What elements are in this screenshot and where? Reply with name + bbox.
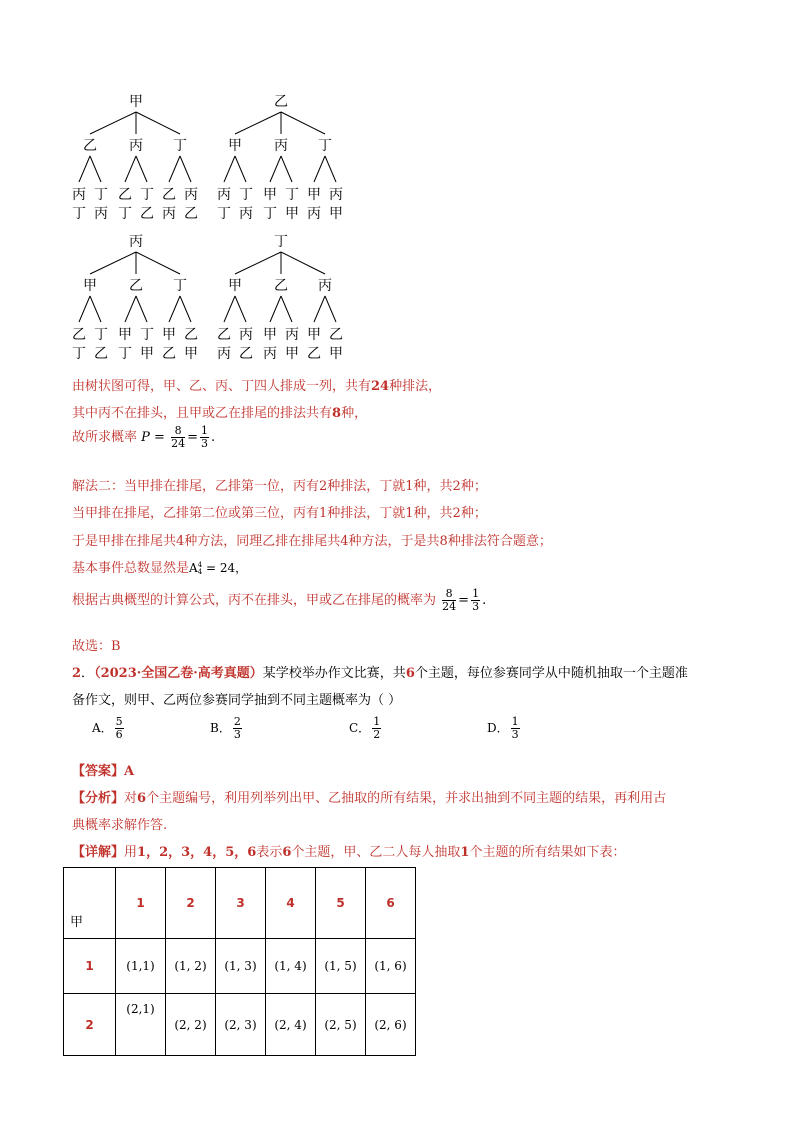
tree-node: 甲 — [83, 278, 97, 294]
table-cell: (1, 6) — [366, 939, 416, 994]
solution-line-7: 基本事件总数显然是A 4 4 = 24， — [72, 560, 248, 576]
tree-branch — [281, 112, 325, 134]
tree-node: 丙 — [129, 138, 143, 154]
tree-node: 丁 — [173, 138, 187, 154]
tree-leaf: 甲 — [263, 187, 277, 203]
tree-leaf: 丁 — [72, 346, 86, 362]
tree-branch — [90, 296, 101, 322]
table-header-row — [64, 868, 416, 939]
table-header: 6 — [366, 868, 416, 939]
tree-leaf: 丙 — [217, 346, 231, 362]
tree-branch — [270, 156, 281, 182]
tree-root: 乙 — [274, 94, 288, 110]
answer-line: 【答案】A — [72, 764, 135, 779]
tree-leaf: 甲 — [118, 327, 132, 343]
tree-root: 丁 — [274, 234, 288, 250]
tree-branch — [79, 296, 90, 322]
tree-diagram — [217, 90, 357, 225]
tree-branch — [169, 156, 180, 182]
tree-branch — [235, 252, 281, 274]
table-cell: (1,1) — [116, 939, 166, 994]
table-cell: (1, 4) — [266, 939, 316, 994]
tree-node: 丙 — [274, 138, 288, 154]
tree-branch — [325, 296, 336, 322]
tree-branch — [180, 296, 191, 322]
table-header: 2 — [166, 868, 216, 939]
table-row — [64, 994, 416, 1056]
table-cell: (2,1) — [116, 994, 166, 1056]
tree-leaf: 丁 — [239, 187, 253, 203]
table-header: 1 — [116, 868, 166, 939]
option-a[interactable]: A． $\frac{5}{6}$ — [92, 715, 123, 741]
table-cell: (1, 2) — [166, 939, 216, 994]
tree-leaf: 丙 — [94, 206, 108, 222]
tree-leaf: 丁 — [140, 187, 154, 203]
tree-branch — [281, 252, 325, 274]
tree-leaf: 丁 — [285, 187, 299, 203]
solution-line-2: 其中丙不在排头，且甲或乙在排尾的排法共有8种， — [72, 406, 368, 421]
tree-leaf: 乙 — [239, 346, 253, 362]
tree-node: 乙 — [274, 278, 288, 294]
tree-leaf: 甲 — [162, 327, 176, 343]
tree-branch — [90, 156, 101, 182]
tree-branch — [169, 296, 180, 322]
tree-diagram — [217, 230, 357, 365]
table-cell: (2, 5) — [316, 994, 366, 1056]
tree-leaf: 乙 — [162, 187, 176, 203]
tree-leaf: 丙 — [239, 327, 253, 343]
tree-node: 乙 — [83, 138, 97, 154]
tree-leaf: 甲 — [329, 346, 343, 362]
question2-line-2: 备作文，则甲、乙两位参赛同学抽到不同主题概率为（ ） — [72, 693, 402, 708]
tree-leaf: 乙 — [118, 187, 132, 203]
tree-leaf: 甲 — [263, 327, 277, 343]
tree-leaf: 丙 — [329, 187, 343, 203]
tree-leaf: 丙 — [184, 187, 198, 203]
tree-branch — [235, 156, 246, 182]
table-cell: (2, 3) — [216, 994, 266, 1056]
tree-node: 丁 — [173, 278, 187, 294]
tree-leaf: 丁 — [140, 327, 154, 343]
solution-line-4: 解法二：当甲排在排尾，乙排第一位，丙有2种排法，丁就1种，共2种； — [72, 479, 487, 494]
option-b[interactable]: B． $\frac{2}{3}$ — [210, 715, 241, 741]
table-header: 3 — [216, 868, 266, 939]
table-cell: (2, 4) — [266, 994, 316, 1056]
tree-branch — [224, 156, 235, 182]
table-row — [64, 939, 416, 994]
tree-leaf: 乙 — [94, 346, 108, 362]
question2-line-1: 2．（2023·全国乙卷·高考真题）某学校举办作文比赛，共6个主题，每位参赛同学从中随机抽取一个主题准 — [72, 666, 688, 681]
tree-leaf: 甲 — [307, 187, 321, 203]
table-header: 5 — [316, 868, 366, 939]
row-label: 1 — [64, 939, 116, 994]
tree-branch — [136, 156, 147, 182]
tree-branch — [270, 296, 281, 322]
tree-leaf: 丁 — [263, 206, 277, 222]
tree-root: 甲 — [129, 94, 143, 110]
analysis-line-1: 【分析】对6个主题编号，利用列举列出甲、乙抽取的所有结果，并求出抽到不同主题的结果，再利用古 — [72, 791, 667, 806]
tree-leaf: 乙 — [217, 327, 231, 343]
tree-leaf: 丁 — [72, 206, 86, 222]
tree-leaf: 甲 — [307, 327, 321, 343]
option-d[interactable]: D． $\frac{1}{3}$ — [487, 715, 519, 741]
tree-branch — [314, 156, 325, 182]
tree-leaf: 甲 — [140, 346, 154, 362]
tree-branch — [325, 156, 336, 182]
tree-node: 乙 — [129, 278, 143, 294]
tree-branch — [281, 156, 292, 182]
table-cell: (2, 2) — [166, 994, 216, 1056]
tree-branch — [90, 252, 136, 274]
tree-node: 丁 — [318, 138, 332, 154]
tree-leaf: 乙 — [329, 327, 343, 343]
solution-line-1: 由树状图可得，甲、乙、丙、丁四人排成一列，共有24种排法， — [72, 379, 442, 394]
tree-leaf: 丙 — [162, 206, 176, 222]
tree-leaf: 丙 — [263, 346, 277, 362]
analysis-line-2: 典概率求解作答. — [72, 818, 168, 833]
tree-branch — [136, 252, 180, 274]
table-header: 4 — [266, 868, 316, 939]
tree-leaf: 丁 — [94, 327, 108, 343]
solution-line-6: 于是甲排在排尾共4种方法，同理乙排在排尾共4种方法，于是共8种排法符合题意； — [72, 534, 552, 549]
tree-leaf: 丙 — [217, 187, 231, 203]
tree-leaf: 丙 — [307, 206, 321, 222]
tree-leaf: 丙 — [285, 327, 299, 343]
solution-line-5: 当甲排在排尾，乙排第二位或第三位，丙有1种排法，丁就1种，共2种； — [72, 506, 487, 521]
tree-branch — [136, 112, 180, 134]
tree-node: 甲 — [228, 278, 242, 294]
tree-branch — [79, 156, 90, 182]
tree-branch — [235, 296, 246, 322]
option-c[interactable]: C． $\frac{1}{2}$ — [349, 715, 381, 741]
tree-diagram — [72, 90, 212, 225]
solution-line-3: 故所求概率 P = $\frac{8}{24}$ = $\frac{1}{3}$ . — [72, 424, 216, 450]
tree-branch — [136, 296, 147, 322]
tree-node: 丙 — [318, 278, 332, 294]
table-cell: (1, 3) — [216, 939, 266, 994]
row-label: 2 — [64, 994, 116, 1056]
results-table — [63, 867, 416, 1056]
tree-leaf: 乙 — [162, 346, 176, 362]
tree-leaf: 乙 — [72, 327, 86, 343]
tree-branch — [224, 296, 235, 322]
tree-leaf: 乙 — [307, 346, 321, 362]
tree-leaf: 丁 — [118, 346, 132, 362]
tree-leaf: 甲 — [285, 206, 299, 222]
tree-leaf: 乙 — [140, 206, 154, 222]
tree-leaf: 甲 — [329, 206, 343, 222]
table-cell: (2, 6) — [366, 994, 416, 1056]
tree-leaf: 丙 — [72, 187, 86, 203]
tree-branch — [125, 156, 136, 182]
tree-branch — [180, 156, 191, 182]
tree-branch — [281, 296, 292, 322]
tree-node: 甲 — [228, 138, 242, 154]
tree-leaf: 甲 — [184, 346, 198, 362]
tree-leaf: 乙 — [184, 327, 198, 343]
tree-leaf: 甲 — [285, 346, 299, 362]
tree-leaf: 乙 — [184, 206, 198, 222]
table-corner: 甲 — [64, 868, 116, 939]
tree-branch — [90, 112, 136, 134]
table-cell: (1, 5) — [316, 939, 366, 994]
tree-branch — [235, 112, 281, 134]
tree-leaf: 丁 — [217, 206, 231, 222]
solution-answer: 故选：B — [72, 639, 121, 654]
tree-root: 丙 — [129, 234, 143, 250]
tree-branch — [314, 296, 325, 322]
detail-line: 【详解】用1，2，3，4，5，6表示6个主题，甲、乙二人每人抽取1个主题的所有结果如下表： — [72, 845, 626, 860]
tree-leaf: 丁 — [94, 187, 108, 203]
solution-line-8: 根据古典概型的计算公式，丙不在排头，甲或乙在排尾的概率为 $\frac{8}{24}$ = $\frac{1}{3}$ . — [72, 587, 487, 613]
tree-diagram — [72, 230, 212, 365]
tree-leaf: 丙 — [239, 206, 253, 222]
tree-leaf: 丁 — [118, 206, 132, 222]
tree-branch — [125, 296, 136, 322]
